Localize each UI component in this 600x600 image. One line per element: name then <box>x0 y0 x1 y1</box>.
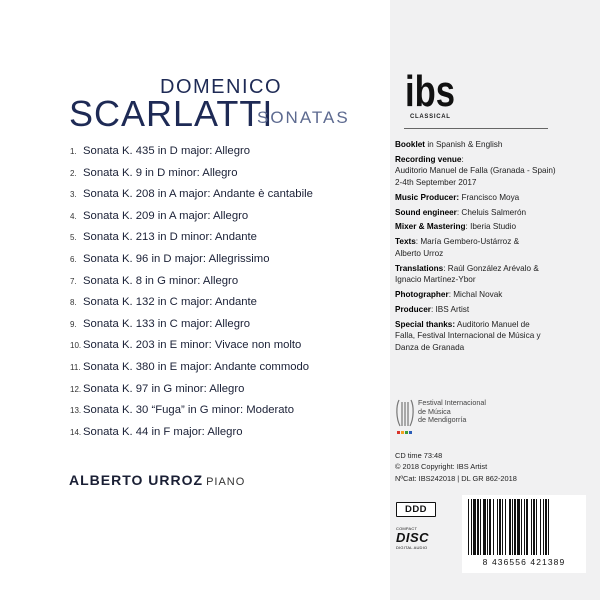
cd-time: CD time 73:48 <box>395 451 443 460</box>
credit-special-thanks: Special thanks: Auditorio Manuel de Falla, Festival Internacional de Música y Danza de Granada <box>395 319 541 352</box>
track-item: 1. Sonata K. 435 in D major: Allegro <box>70 145 251 157</box>
copyright: © 2018 Copyright: IBS Artist <box>395 462 488 472</box>
track-item: 4. Sonata K. 209 in A major: Allegro <box>70 209 249 222</box>
credit-mixer-mastering: Mixer & Mastering: Iberia Studio <box>395 222 517 232</box>
composer-first-name: DOMENICO <box>160 76 282 98</box>
barcode-bars-icon <box>466 499 582 555</box>
performer-instrument: PIANO <box>206 476 246 488</box>
track-item: 7. Sonata K. 8 in G minor: Allegro <box>70 274 239 287</box>
track-item: 14. Sonata K. 44 in F major: Allegro <box>70 425 243 438</box>
divider <box>404 128 548 129</box>
credit-sound-engineer: Sound engineer: Cheluis Salmerón <box>395 207 527 217</box>
track-item: 5. Sonata K. 213 in D minor: Andante <box>70 231 257 244</box>
credits-list <box>395 139 593 357</box>
credit-producer: Producer: IBS Artist <box>395 304 470 314</box>
track-item: 12. Sonata K. 97 in G minor: Allegro <box>70 382 245 395</box>
performer-name: ALBERTO URROZ <box>69 472 204 488</box>
festival-logo <box>396 396 506 438</box>
ibs-logo <box>405 72 457 110</box>
compact-disc-logo: COMPACT DISC DIGITAL AUDIO <box>396 526 430 550</box>
credit-booklet: Booklet in Spanish & English <box>395 140 503 149</box>
track-item: 11. Sonata K. 380 in E major: Andante commodo <box>70 360 310 373</box>
track-item: 2. Sonata K. 9 in D minor: Allegro <box>70 166 238 179</box>
credit-photographer: Photographer: Michal Novak <box>395 289 503 299</box>
festival-emblem-icon <box>396 396 414 436</box>
credit-texts: Texts: María Gembero-Ustárroz & Alberto Urroz <box>395 237 520 258</box>
barcode <box>462 495 586 573</box>
work-title: SONATAS <box>257 108 350 127</box>
track-item: 3. Sonata K. 208 in A major: Andante è cantabile <box>70 188 313 201</box>
ddd-badge: DDD <box>396 502 436 517</box>
track-item: 8. Sonata K. 132 in C major: Andante <box>70 296 257 309</box>
composer-last-name: SCARLATTI <box>69 93 274 134</box>
credit-translations: Translations: Raúl González Arévalo & Ignacio Martínez-Ybor <box>395 263 539 285</box>
track-list <box>70 141 313 443</box>
credit-recording-venue: Recording venue: Auditorio Manuel de Falla (Granada - Spain) 2-4th September 2017 <box>395 154 556 187</box>
performer-line <box>69 472 245 488</box>
track-item: 13. Sonata K. 30 “Fuga” in G minor: Moderato <box>70 404 294 417</box>
barcode-number: 8 436556 421389 <box>482 557 566 567</box>
festival-name: Festival Internacional de Música de Mendigorría <box>418 398 486 425</box>
svg-text:ibs: ibs <box>405 72 455 110</box>
track-item: 9. Sonata K. 133 in C major: Allegro <box>70 317 251 330</box>
label-subtitle: CLASSICAL <box>410 114 451 120</box>
catalog-number: NºCat: IBS242018 | DL GR 862-2018 <box>395 473 517 483</box>
credit-music-producer: Music Producer: Francisco Moya <box>395 192 520 202</box>
track-item: 6. Sonata K. 96 in D major: Allegrissimo <box>70 252 270 265</box>
legal-info <box>395 450 517 484</box>
track-item: 10. Sonata K. 203 in E minor: Vivace non molto <box>70 339 302 352</box>
